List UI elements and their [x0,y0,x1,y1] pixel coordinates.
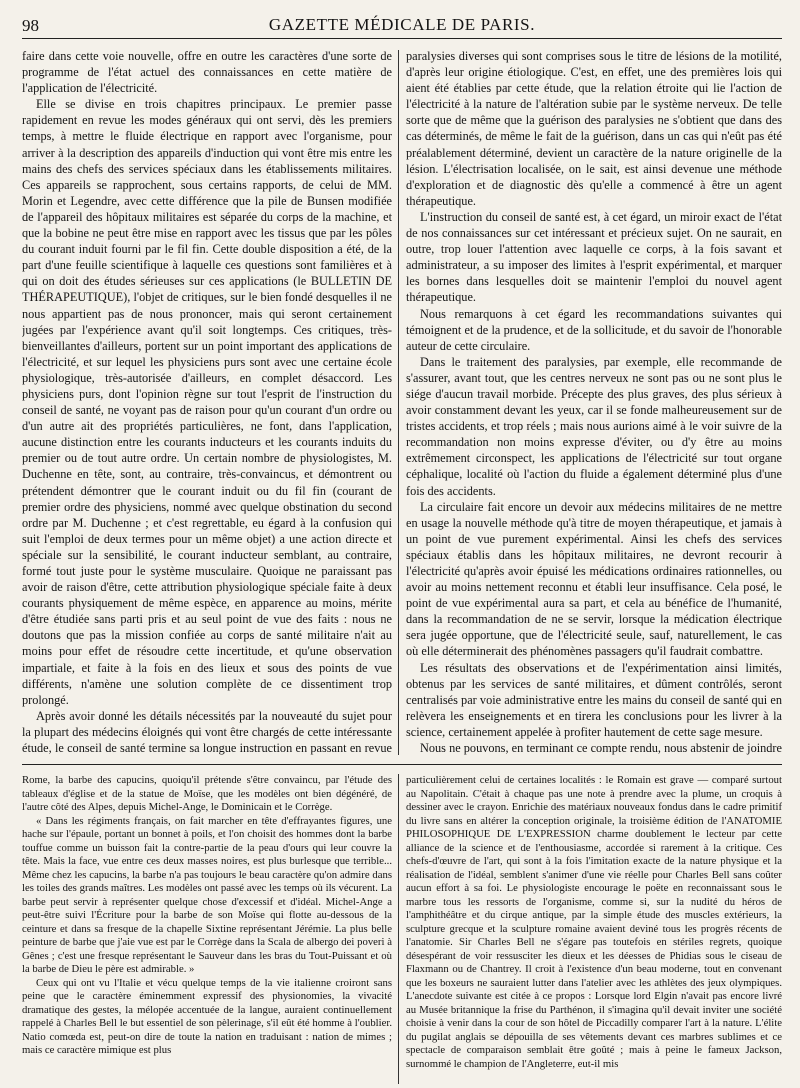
journal-title: GAZETTE MÉDICALE DE PARIS. [268,15,536,34]
column-divider [398,774,399,1084]
section-divider [22,764,782,765]
article-paragraph: Elle se divise en trois chapitres principaux. Le premier passe rapidement en revue les modes généraux qui ont servi, dès les premiers temps, à mettre le fluide électrique en rapport avec l'organisme, pour arriver à la description des appareils d'induction qui vont être mis entre les mains des chefs des services spéciaux dans les établissements militaires. Ces appareils se rapprochent, sous certains rapports, de celui de MM. Morin et Legendre, avec cette différence que la pile de Bunsen modifiée de l'appareil des hôpitaux militaires est séparée du corps de la machine, et que la bobine ne peut être mise en rapport avec les tissus que par les pôles du courant induit fourni par le fil fin. Cette double disposition a été, de la part d'une feuille scientifique à laquelle ces questions sont familières et à qui on doit des études sérieuses sur ces applications (le BULLETIN DE THÉRAPEUTIQUE), l'objet de critiques, sur le bien fondé desquelles il ne nous appartient pas de nous prononcer, mais qui seront certainement jugées par l'expérience avant qu'il soit longtemps. Ces critiques, très-bienveillantes d'ailleurs, portent sur un point important des applications de l'électricité, et sur lequel les physiciens purs sont avec une certaine école physiologique, très-autorisée d'ailleurs, en complet désaccord. Les physiciens purs, dont l'opinion règne sur tout l'esprit de l'instruction du conseil de santé, ne voyant pas de raison pour qu'un courant d'un ordre ou d'un autre ait des propriétés particulières, ne font, dans l'application, aucune distinction entre les courants inducteurs et les courants induits du premier ou de tout autre ordre. Un certain nombre de physiologistes, M. Duchenne en tête, sont, au contraire, très-convaincus, et démontrent ou prétendent démontrer que le courant induit ou du fil fin (courant de premier ordre des physiciens, nommé avec quelque obstination du second ordre par M. Duchenne ; et c'est regrettable, eu égard à la confusion qui suit l'emploi de deux termes pour un même objet) a une action directe et spéciale sur la sensibilité, le courant inducteur semblant, au contraire, formé tout juste pour le système musculaire. Quoique ne paraissant pas avoir de raison d'être, cette attribution physiologique spéciale faite à deux courants physiquement de même espèce, en apparence au moins, mérite d'être étudiée sans parti pris et au seul point de vue des faits : nous ne doutons que pas la mission confiée au corps de santé militaire n'ait au moins pour effet de résoudre cette incertitude, et qu'une observation impartiale, et faite à la fois en des lieux et sous des points de vue différents, n'amène une solution complète de ce dissentiment trop prolongé. [22,97,392,707]
article-paragraph: paralysies diverses qui sont comprises sous le titre de lésions de la motilité, d'après leur origine étiologique. C'est, en effet, une des premières lois qui aient été établies par cette étude, que la relation étroite qui lie l'action de l'électricité à la nature de l'altération subie par le système nerveux. De telle sorte que de même que la guérison des paralysies ne s'obtient que dans des cas déterminés, de même le fait de la guérison, dans un cas qui n'eût pas été préalablement déterminé, devient un caractère de la nature originelle de la lésion. L'électrisation localisée, on le sait, est ainsi devenue une méthode d'exploration et de diagnostic dès qu'elle a commencé à être un agent thérapeutique. [406,49,782,208]
feuilleton-paragraph: Ceux qui ont vu l'Italie et vécu quelque temps de la vie italienne croiront sans peine que le caractère éminemment expressif des physionomies, la vivacité dramatique des gestes, la mélopée accentuée de la langue, auraient continuellement rappelé à Charles Bell le but essentiel de son pèlerinage, s'il eût été homme à l'oublier. Natio comœda est, peut-on dire de toute la nation en traduisant : nation de mimes ; mais ce caractère mimique est plus [22,976,392,1056]
article-paragraph: L'instruction du conseil de santé est, à cet égard, un miroir exact de l'état de nos connaissances sur cet intéressant et précieux sujet. On ne saurait, en outre, trop louer l'attention avec laquelle ce corps, à la fois savant et administrateur, a su imposer des limites à l'esprit expérimental, et marquer les bornes dans lesquelles doit se maintenir l'emploi du nouvel agent thérapeutique. [406,209,782,305]
article-paragraph: Après avoir donné les détails nécessités par la nouveauté du sujet pour la plupart des médecins éloignés qui vont être chargés de cette intéressante étude, le conseil de santé termine sa longue instruction en passant en revue [22,708,392,755]
article-paragraph: Nous ne pouvons, en terminant ce compte rendu, nous abstenir de joindre [420,741,782,755]
article-column-right [406,48,782,755]
article-paragraph: faire dans cette voie nouvelle, offre en outre les caractères d'une sorte de programme de l'état actuel des connaissances en cette matière de l'application de l'électricité. [22,49,392,96]
article-paragraph: Nous remarquons à cet égard les recommandations suivantes qui témoignent et de la prudence, et de la sollicitude, et du savoir de l'honorable auteur de cette circulaire. [406,306,782,353]
article-paragraph: Les résultats des observations et de l'expérimentation ainsi limités, obtenus par les services de santé militaires, et dûment contrôlés, seront centralisés par voie administrative entre les mains du conseil de santé qui en relèvera les enseignements et en tirera les conclusions pour les livrer à la science, certainement appelée à profiter hautement de cette sage mesure. [406,660,782,739]
page-header [22,8,782,39]
feuilleton-paragraph: « Dans les régiments français, on fait marcher en tête d'effrayantes figures, une hache sur l'épaule, portant un bonnet à poils, et l'on choisit des hommes dont la barbe touffue comme un buisson fait la contre-partie de la peau d'ours qui leur couvre la tête. Mais la face, vue entre ces deux masses noires, est plus burlesque que terrible... Même chez les capucins, la barbe n'a pas toujours le beau caractère qu'on admire dans les toiles des grands maîtres. Les modèles ont passé avec les temps où ils vécurent. La barbe peut servir à représenter quelque chose d'excessif et d'idéal. Michel-Ange a peut-être suivi l'Écriture pour la barbe de son Moïse qui flotte au-dessous de la ceinture et dans sa fresque de la chapelle Sixtine représentant Jérémie. La plus belle peinture de barbe que j'aie vue est par le Corrège dans la Scala de albergo dei poveri à Gênes ; c'est une fresque représentant le Sauveur dans les bras du Tout-Puissant et où la barbe de Dieu le père est admirable. » [22,814,392,975]
feuilleton-column-left [22,774,392,1084]
feuilleton-column-right [406,774,782,1084]
page-number: 98 [22,16,39,35]
article-paragraph: Dans le traitement des paralysies, par exemple, elle recommande de s'assurer, avant tout, que les centres nerveux ne sont pas ou ne sont plus le siége d'aucun travail morbide. Précepte des plus graves, des plus sérieux à avoir constamment devant les yeux, car il se fonde malheureusement sur de tristes accidents, et trop réels ; mais nous aurions aimé à le voir suivre de la recommandation non moins expresse d'éviter, ou d'y être au moins extrêmement circonspect, les applications de l'électricité sur tout organe céphalique, localité où l'action du fluide a également déterminé plus d'une fois des accidents. [406,354,782,498]
feuilleton-paragraph: Rome, la barbe des capucins, quoiqu'il prétende s'être convaincu, par l'étude des tableaux d'église et de la statue de Moïse, que les modèles ont bien dégénéré, de l'autre côté des Alpes, depuis Michel-Ange, le Dominicain et le Corrège. [22,774,392,813]
feuilleton-paragraph: particulièrement celui de certaines localités : le Romain est grave — comparé surtout au Napolitain. C'était à chaque pas une note à prendre avec la plume, un croquis à dessiner avec le crayon. Enrichie des matériaux nouveaux fondus dans le cadre primitif du livre sans en altérer la conception originale, la troisième édition de l'ANATOMIE PHILOSOPHIQUE DE L'EXPRESSION charme doublement le lecteur par cette alliance de la science et de l'enthousiasme, accordée si rarement à la critique. Ces chefs-d'œuvre de l'art, qui sont à la fois l'imitation exacte de la nature physique et la réalisation de l'idéal, semblent s'animer d'une vie réelle pour Charles Bell sans coûter aucun effort à sa foi. Le physiologiste encourage le poëte en reconnaissant sous le marbre tous les ressorts de l'organisme, comme si, sur la nudité du héros de l'amphithéâtre et du cirque antique, par la simple étude des muscles extérieurs, la sculpture grecque et la sculpture romaine avaient deviné tous les progrès récents de l'anatomie. Sir Charles Bell ne s'égare pas toutefois en stériles regrets, quoique désespérant de voir ressusciter les dieux et les déesses de Phidias sous le ciseau de Flaxmann ou de Chantrey. Il croit à l'existence d'un beau moderne, tout en convenant que les boxeurs ne sauraient lutter dans l'atelier avec les athlètes des jeux olympiques. L'anecdote suivante est citée à ce propos : Lorsque lord Elgin n'avait pas encore livré au Musée britannique la frise du Parthénon, il s'imagina qu'il devait inviter une société choisie à venir dans la cour de son hôtel de Piccadilly comparer l'art à la nature. L'élite du pugilat anglais se dépouilla de ses vêtements devant ces marbres sublimes et ce spectacle de comparaison semblait être goûté ; mais à peine le fameux Jackson, surnommé le champion de l'Angleterre, eut-il mis [406,774,782,1070]
article-column-left [22,48,392,755]
column-divider [398,50,399,755]
article-paragraph: La circulaire fait encore un devoir aux médecins militaires de ne mettre en usage la nouvelle méthode qu'à titre de moyen thérapeutique, et jamais à un point de vue purement expérimental. Ainsi les chefs des services spéciaux établis dans les hôpitaux militaires, ne devront recourir à l'électricité qu'après avoir épuisé les médications ordinaires rationnelles, ou avoir au moins nettement reconnu et établi leur insuffisance. Cela posé, le point de vue expérimental aura sa part, et cela au bénéfice de l'humanité, dans la recommandation de ne se servir, lorsque la médication électrique sera jugée opportune, que de l'électricité seule, sauf, naturellement, le cas où elle déterminerait des phénomènes passagers qu'il faudrait combattre. [406,499,782,659]
